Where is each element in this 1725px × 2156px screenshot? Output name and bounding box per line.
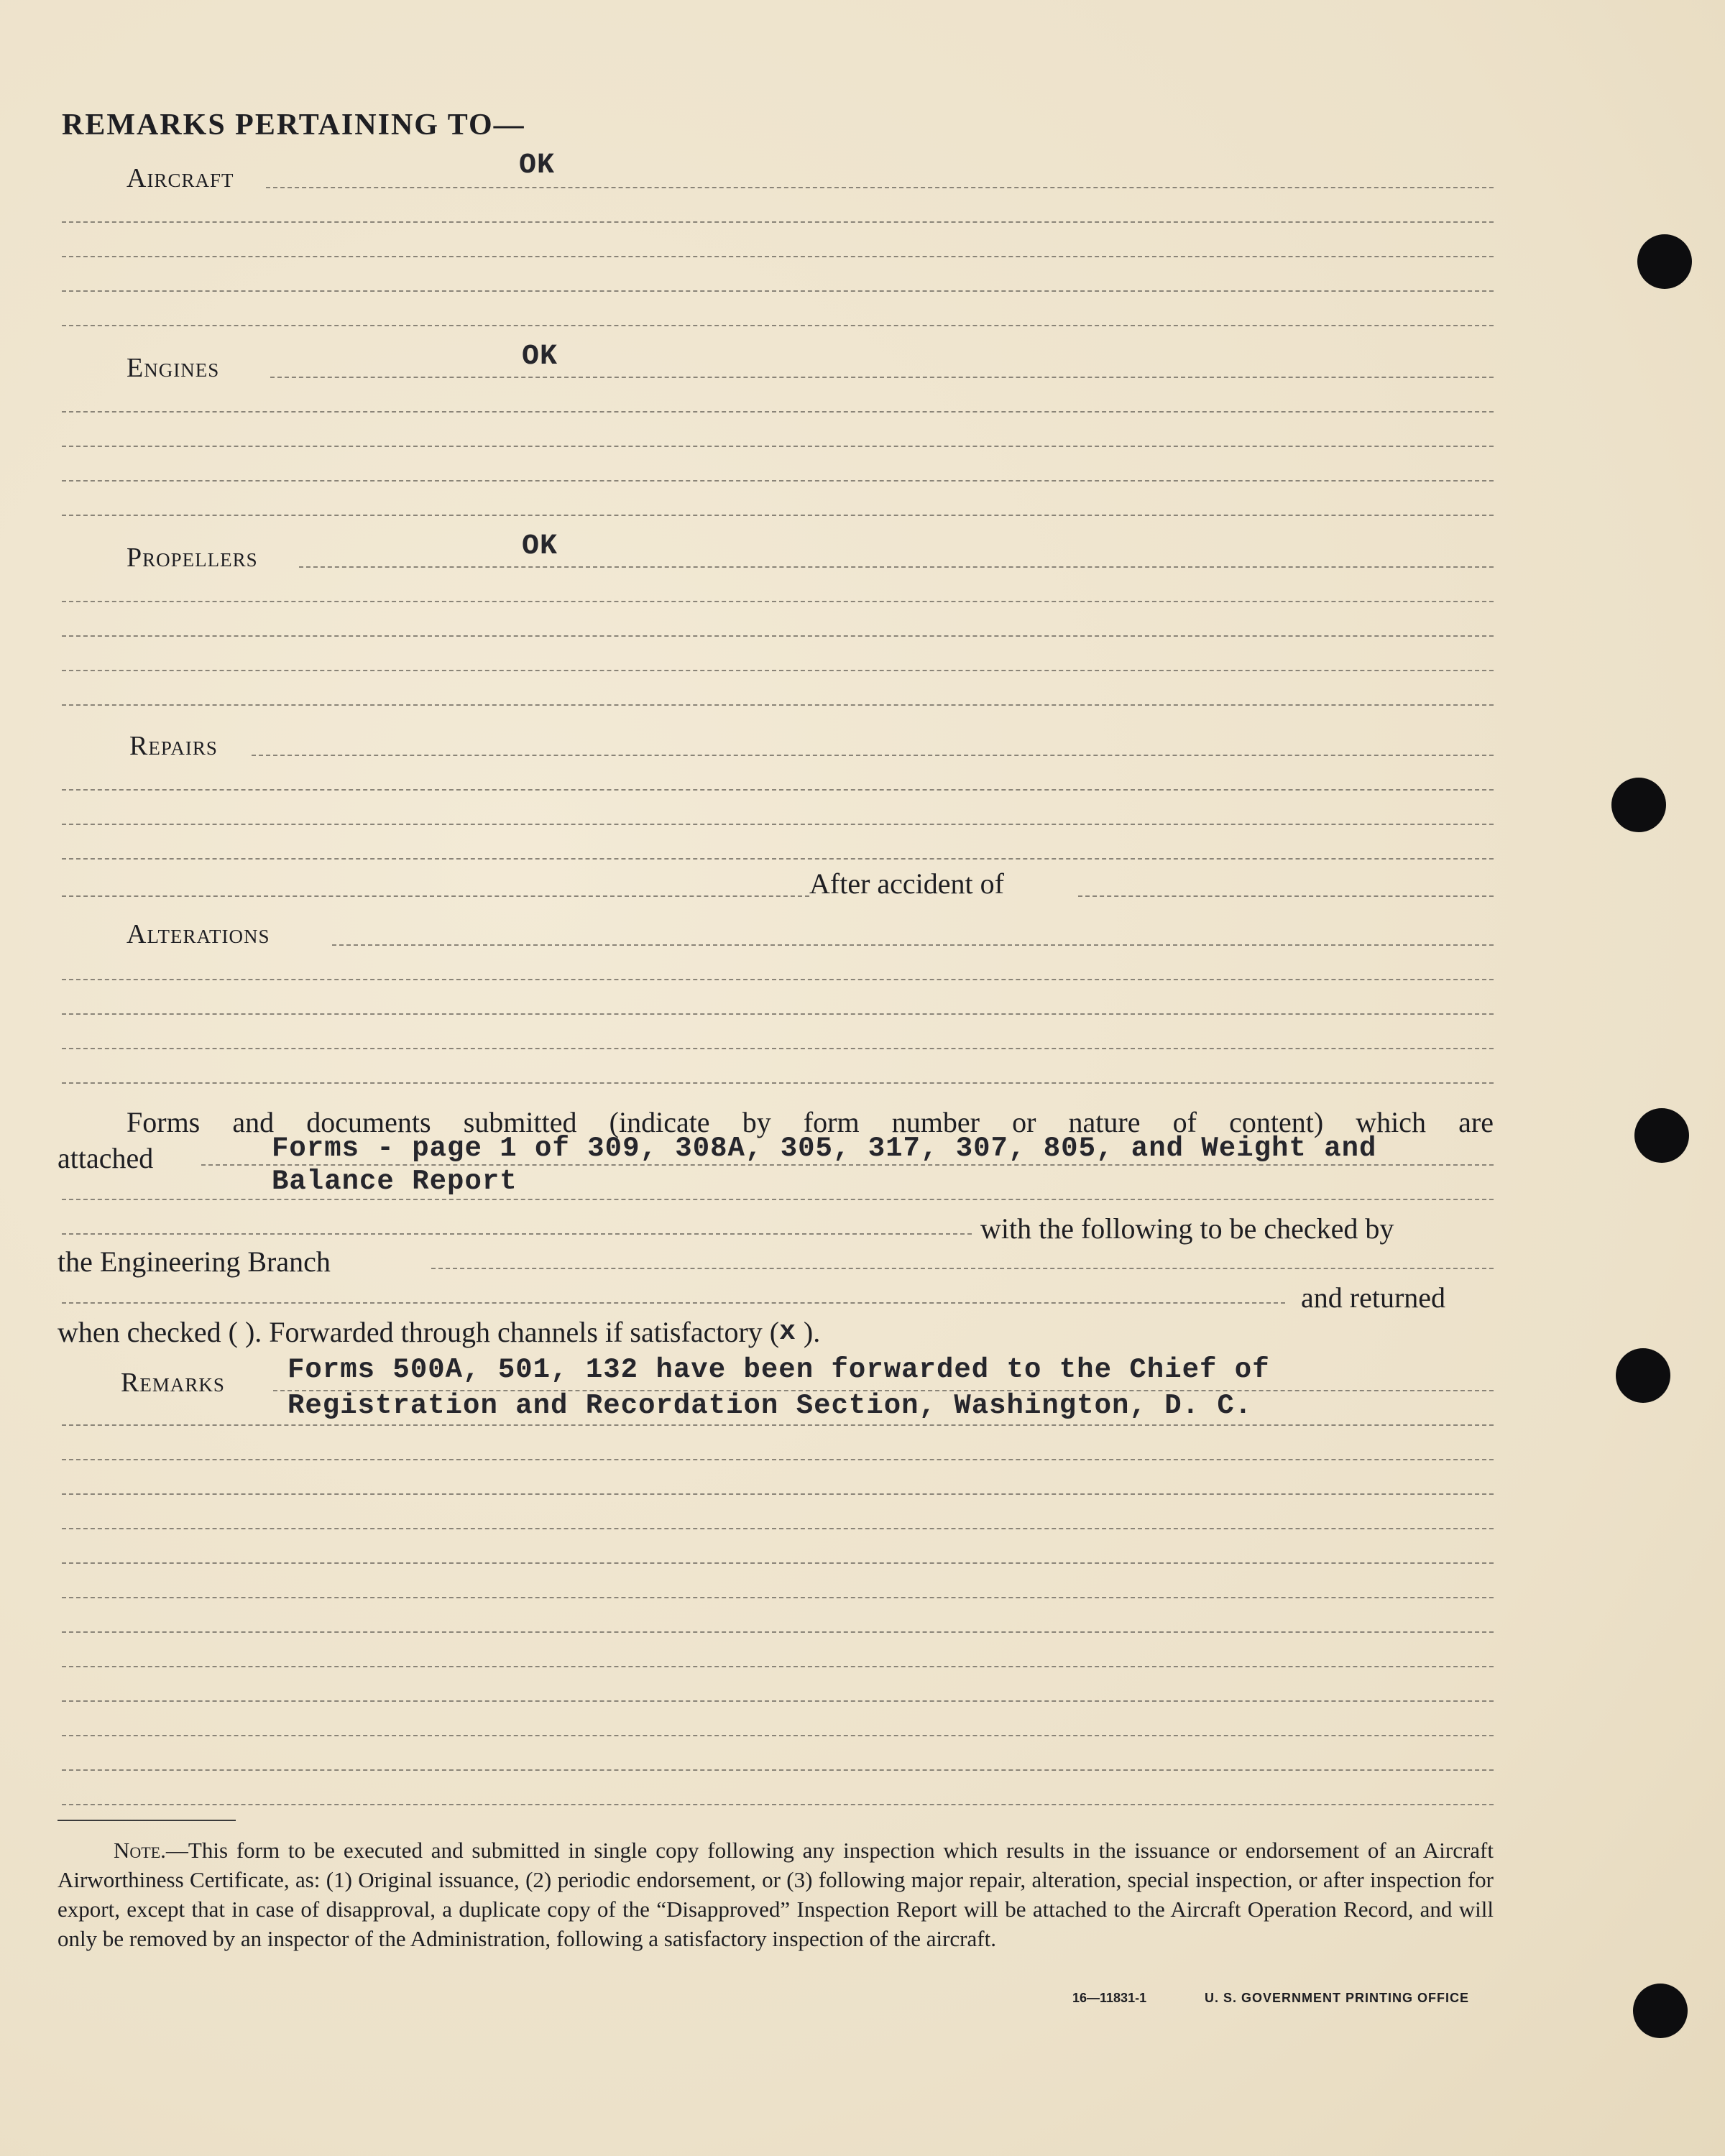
after-accident-label: After accident of xyxy=(809,867,1004,900)
binder-hole-5 xyxy=(1633,1984,1688,2038)
alterations-line-3 xyxy=(62,1013,1494,1015)
binder-hole-3 xyxy=(1634,1108,1689,1163)
propellers-line-5 xyxy=(62,704,1494,706)
page-heading: REMARKS PERTAINING TO— xyxy=(62,109,525,142)
remarks-line-2 xyxy=(62,1424,1494,1426)
propellers-label: Propellers xyxy=(126,543,258,573)
binder-hole-2 xyxy=(1611,778,1666,832)
repairs-line-5 xyxy=(62,895,809,897)
remarks-line-10 xyxy=(62,1700,1494,1702)
aircraft-line-1 xyxy=(266,187,1494,188)
remarks-line-4 xyxy=(62,1493,1494,1495)
aircraft-line-3 xyxy=(62,256,1494,257)
aircraft-label: Aircraft xyxy=(126,163,234,193)
attached-forms-line-2: Balance Report xyxy=(272,1166,518,1197)
note-lead: Note. xyxy=(114,1838,166,1863)
when-checked-text xyxy=(58,1315,820,1349)
engines-line-4 xyxy=(62,480,1494,482)
alterations-line-4 xyxy=(62,1048,1494,1049)
when-checked-close: ). xyxy=(803,1316,821,1348)
engines-line-2 xyxy=(62,411,1494,413)
propellers-line-1 xyxy=(299,566,1494,568)
engines-line-5 xyxy=(62,515,1494,516)
alterations-label: Alterations xyxy=(126,919,270,949)
forms-intro-text: Forms and documents submitted (indicate by form number or nature of content) which are xyxy=(126,1106,1494,1138)
engines-line-3 xyxy=(62,446,1494,447)
attached-label: attached xyxy=(58,1142,154,1174)
alterations-line-5 xyxy=(62,1082,1494,1084)
propellers-value: OK xyxy=(522,530,558,563)
propellers-line-4 xyxy=(62,670,1494,671)
note-divider xyxy=(58,1820,236,1821)
remarks-line-1-text: Forms 500A, 501, 132 have been forwarded to the Chief of xyxy=(288,1354,1270,1386)
repairs-label: Repairs xyxy=(129,731,218,761)
aircraft-line-2 xyxy=(62,221,1494,223)
remarks-line-9 xyxy=(62,1666,1494,1667)
repairs-line-2 xyxy=(62,789,1494,791)
returned-line xyxy=(62,1302,1285,1304)
after-accident-line xyxy=(1078,895,1494,897)
engineering-branch-text: the Engineering Branch xyxy=(58,1245,331,1278)
remarks-line-13 xyxy=(62,1804,1494,1805)
remarks-line-8 xyxy=(62,1631,1494,1633)
repairs-line-1 xyxy=(252,755,1494,756)
returned-text: and returned xyxy=(1301,1281,1446,1314)
when-checked-label: when checked ( ). Forwarded through channels if satisfactory ( xyxy=(58,1316,780,1348)
propellers-line-2 xyxy=(62,601,1494,602)
attached-line-2 xyxy=(62,1199,1494,1200)
binder-hole-4 xyxy=(1616,1348,1670,1403)
remarks-line-11 xyxy=(62,1735,1494,1736)
printer-imprint: U. S. GOVERNMENT PRINTING OFFICE xyxy=(1205,1991,1470,2005)
remarks-line-6 xyxy=(62,1562,1494,1564)
attached-forms-line-1: Forms - page 1 of 309, 308A, 305, 317, 307, 805, and Weight and xyxy=(272,1133,1377,1164)
remarks-line-5 xyxy=(62,1528,1494,1529)
remarks-label: Remarks xyxy=(121,1368,225,1398)
remarks-line-7 xyxy=(62,1597,1494,1598)
propellers-line-3 xyxy=(62,635,1494,637)
remarks-line-12 xyxy=(62,1769,1494,1771)
engines-line-1 xyxy=(270,377,1494,378)
checked-by-line xyxy=(62,1233,972,1235)
checked-by-text: with the following to be checked by xyxy=(980,1212,1394,1245)
remarks-line-2-text: Registration and Recordation Section, Washington, D. C. xyxy=(288,1390,1253,1422)
repairs-line-3 xyxy=(62,824,1494,825)
repairs-line-4 xyxy=(62,858,1494,860)
engines-value: OK xyxy=(522,341,558,373)
aircraft-line-5 xyxy=(62,325,1494,326)
alterations-line-1 xyxy=(332,944,1494,946)
note-text: —This form to be executed and submitted in single copy following any inspection which results in the issuance or endorsement of an Aircraft Airworthiness Certificate, as: (1) Original issuance, (2) periodic endorsement, or (3) following major repair, alteration, special inspection, or after inspection for export, except that in case of disapproval, a duplicate copy of the “Disapproved” Inspection Report will be attached to the Aircraft Operation Record, and will only be removed by an inspector of the Administration, following a satisfactory inspection of the aircraft. xyxy=(58,1838,1494,1951)
binder-hole-1 xyxy=(1637,234,1692,289)
aircraft-line-4 xyxy=(62,290,1494,292)
aircraft-value: OK xyxy=(519,149,556,182)
form-code: 16—11831-1 xyxy=(1072,1991,1147,2005)
satisfactory-mark: x xyxy=(779,1317,796,1348)
engineering-line xyxy=(431,1268,1494,1269)
remarks-line-3 xyxy=(62,1459,1494,1460)
note-paragraph xyxy=(58,1835,1494,1953)
engines-label: Engines xyxy=(126,353,220,383)
alterations-line-2 xyxy=(62,979,1494,980)
